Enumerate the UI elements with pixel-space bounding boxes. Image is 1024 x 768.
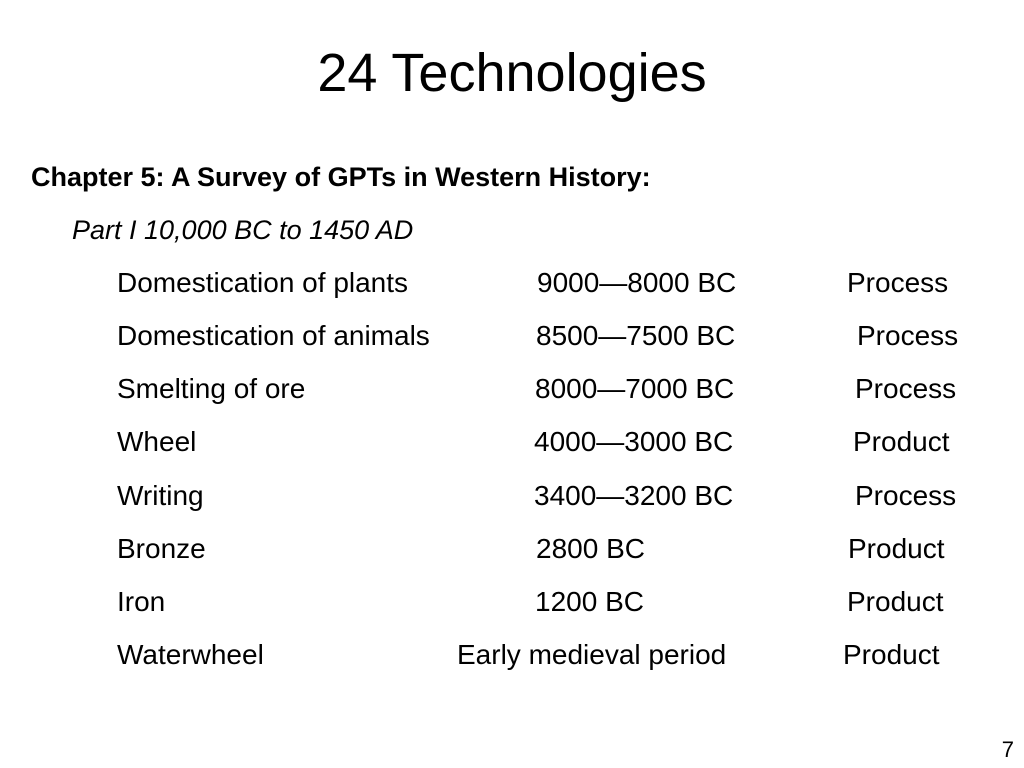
slide-number: 7 bbox=[1001, 737, 1014, 762]
technology-row bbox=[0, 263, 1024, 303]
technology-name: Domestication of plants bbox=[117, 267, 409, 298]
technology-date: Early medieval period bbox=[457, 639, 727, 670]
technology-row bbox=[0, 529, 1024, 569]
technology-row bbox=[0, 582, 1024, 622]
technology-row bbox=[0, 422, 1024, 462]
technology-date: 2800 BC bbox=[536, 533, 645, 564]
technology-date: 8500—7500 BC bbox=[536, 320, 736, 351]
slide-title: 24 Technologies bbox=[317, 43, 707, 103]
technology-row bbox=[0, 316, 1024, 356]
technology-name: Iron bbox=[117, 586, 166, 617]
technology-name: Wheel bbox=[117, 426, 197, 457]
technology-type: Process bbox=[847, 267, 949, 298]
technology-type: Product bbox=[848, 533, 945, 564]
technology-name: Bronze bbox=[117, 533, 206, 564]
technology-date: 3400—3200 BC bbox=[534, 480, 734, 511]
technology-row bbox=[0, 476, 1024, 516]
technology-row bbox=[0, 635, 1024, 675]
technology-type: Product bbox=[843, 639, 940, 670]
technology-name: Writing bbox=[117, 480, 204, 511]
technology-name: Waterwheel bbox=[117, 639, 264, 670]
part-heading: Part I 10,000 BC to 1450 AD bbox=[72, 215, 414, 245]
technology-type: Process bbox=[855, 373, 957, 404]
chapter-heading: Chapter 5: A Survey of GPTs in Western History: bbox=[31, 162, 651, 192]
technology-type: Process bbox=[855, 480, 957, 511]
technology-name: Smelting of ore bbox=[117, 373, 306, 404]
technology-date: 4000—3000 BC bbox=[534, 426, 734, 457]
technology-date: 9000—8000 BC bbox=[537, 267, 737, 298]
technology-date: 1200 BC bbox=[535, 586, 644, 617]
technology-type: Product bbox=[847, 586, 944, 617]
technology-row bbox=[0, 369, 1024, 409]
technology-name: Domestication of animals bbox=[117, 320, 430, 351]
technology-date: 8000—7000 BC bbox=[535, 373, 735, 404]
technology-type: Product bbox=[853, 426, 950, 457]
technology-type: Process bbox=[857, 320, 959, 351]
